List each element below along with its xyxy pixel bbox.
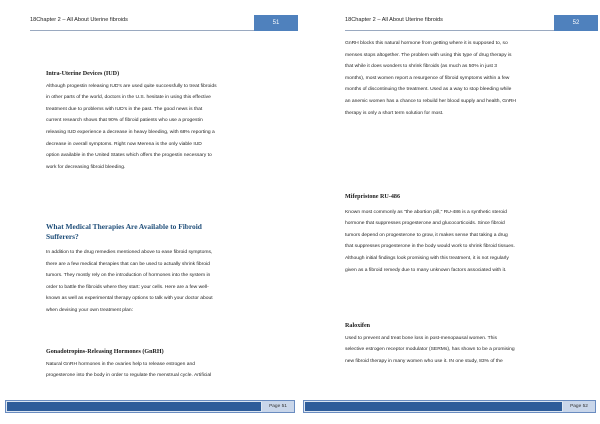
body-line: that while it does wonders to shrink fibroids (as much as 50% in just 3 [345, 64, 498, 70]
body-line: hormone that suppresses progesterone and glucocorticoids. Since fibroid [345, 221, 505, 227]
body-line: decrease in overall symptoms. Right now Merena is the only viable IUD [46, 141, 202, 147]
body-line: an anemic women has a chance to rebuild her blood supply and health, GnRH [345, 98, 516, 104]
body-line: menses stops altogether. The problem with using this type of drug therapy is [345, 52, 512, 58]
body-line: known as well as experimental therapy options to talk with your doctor about [46, 296, 213, 302]
body-line: Known most commonly as "the abortion pill," RU-486 is a synthetic steroid [345, 209, 507, 215]
body-line: current research shows that 90% of fibroid patients who use a progestin [46, 118, 203, 124]
footer-page-label: Page 51 [262, 401, 294, 412]
body-line: In addition to the drug remedies mentioned above to ease fibroid symptoms, [46, 250, 213, 255]
page-footer [303, 400, 596, 413]
footer-bar [7, 402, 261, 411]
section-heading: Raloxifen [345, 323, 371, 329]
page-header [30, 15, 298, 31]
page-number-badge: 51 [254, 15, 298, 31]
body-line: Although initial findings look promising with this treatment, it is not regularly [345, 255, 509, 261]
body-line: option available in the United States which offers the progestin necessary to [46, 153, 212, 159]
body-line: given as a fibroid remedy due to many unknown factors associated with it. [345, 267, 507, 273]
body-line: that suppresses progesterone in the body would work to shrink fibroid tissues. [345, 244, 515, 250]
section-gnrh [46, 347, 264, 382]
body-line: tumors. They mostly rely on the introduction of hormones into the system in [46, 273, 211, 279]
body-line: work for decreasing fibroid bleeding. [46, 164, 126, 170]
section-mifepristone [345, 192, 561, 276]
page-header [345, 15, 598, 31]
body-line: months of discontinuing the treatment. Used as a way to stop bleeding while [345, 87, 512, 93]
page-number-badge: 52 [554, 15, 598, 31]
footer-page-label: Page 52 [563, 401, 595, 412]
body-line: progesterone into the body in order to regulate the menstrual cycle. Artificial [46, 373, 212, 379]
body-line: tumors depend on progesterone to grow, it makes sense that taking a drug [345, 232, 508, 238]
body-line: treatment due to problems with IUD's in the past. The good news is that [46, 106, 203, 112]
body-line: there are a few medical therapies that can be used to actually shrink fibroid [46, 261, 210, 267]
section-heading-line: Sufferers? [46, 232, 79, 241]
body-line: in other parts of the world, doctors in the U.S. hesitate in using this effective [46, 95, 211, 101]
footer-bar [305, 402, 562, 411]
body-line: Used to prevent and treat bone loss in post-menopausal women. This [345, 335, 497, 341]
body-line: when devising your own treatment plan: [46, 307, 134, 313]
gnrh-continued [345, 38, 561, 119]
body-line: Natural GnRH hormones in the ovaries help to release estrogen and [46, 361, 196, 367]
body-line: months), most women report a resurgence of fibroid symptoms within a few [345, 75, 510, 81]
body-line: therapy is only a short term solution for most. [345, 110, 444, 116]
section-iud [46, 69, 264, 173]
chapter-title: 18Chapter 2 – All About Uterine fibroids [30, 17, 128, 23]
page-footer [5, 400, 295, 413]
body-line: selective estrogen receptor modulator (SERMs), has shown to be a promising [345, 347, 515, 353]
section-medical-therapies [46, 222, 264, 317]
body-line: releasing IUD experience a decrease in heavy bleeding, with 68% reporting a [46, 129, 215, 135]
body-line: new fibroid therapy in many women who use it. IN one study, 83% of the [345, 358, 503, 364]
body-line: Although progestin releasing IUD's are used quite successfully to treat fibroids [46, 83, 217, 89]
section-raloxifen [345, 321, 561, 367]
right-page [300, 0, 600, 424]
section-heading: Mifepristone RU-486 [345, 194, 401, 200]
section-heading: Gonadotropins-Releasing Hormones (GnRH) [46, 349, 164, 355]
body-line: order to battle the fibroids where they start: your cells. Here are a few well- [46, 284, 209, 290]
body-line: GnRH blocks this natural hormone from getting where it is supposed to, so [345, 41, 508, 46]
section-heading-line: What Medical Therapies Are Available to Fibroid [46, 222, 202, 231]
section-heading: Intra-Uterine Devices (IUD) [46, 71, 120, 77]
chapter-title: 18Chapter 2 – All About Uterine fibroids [345, 17, 443, 23]
